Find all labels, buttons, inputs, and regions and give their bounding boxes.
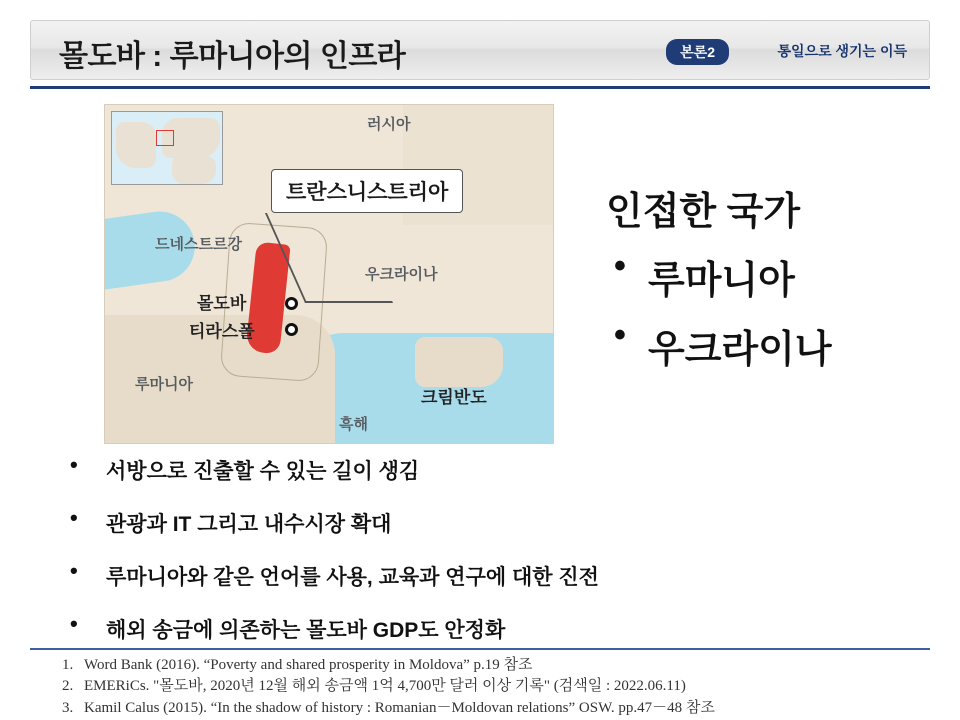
- map-crimea-peninsula: [415, 337, 503, 387]
- map-point-chisinau: [285, 297, 298, 310]
- list-item: • 서방으로 진출할 수 있는 길이 생김: [60, 455, 920, 485]
- list-item: • 관광과 IT 그리고 내수시장 확대: [60, 508, 920, 538]
- footer-divider: [30, 648, 930, 650]
- footnote-text: Word Bank (2016). “Poverty and shared prosperity in Moldova” p.19 참조: [84, 657, 533, 673]
- neighboring-countries-heading: 인접한 국가: [606, 191, 801, 233]
- map-point-tiraspol: [285, 323, 298, 336]
- map-label-black-sea: 흑해: [339, 416, 368, 433]
- map-label-moldova: 몰도바: [197, 294, 247, 313]
- map-callout-transnistria: 트란스니스트리아: [271, 169, 463, 213]
- map-label-dniester-river: 드네스트르강: [155, 236, 242, 253]
- footnote-text: Kamil Calus (2015). “In the shadow of history : Romanian－Moldovan relations” OSW. pp.47－48 참조: [84, 699, 715, 716]
- inset-landmass-c: [172, 156, 216, 184]
- footnote-number: 1.: [62, 657, 74, 673]
- map-label-romania: 루마니아: [135, 376, 193, 393]
- footnote-row: [62, 698, 942, 719]
- footnote-number: 2.: [62, 678, 74, 695]
- list-item: • 우크라이나: [600, 318, 950, 373]
- section-badge: 본론2: [666, 39, 729, 65]
- map-label-ukraine: 우크라이나: [365, 266, 438, 283]
- header-divider: [30, 86, 930, 89]
- neighboring-countries-block: [600, 180, 950, 387]
- footnote-row: [62, 676, 942, 697]
- slide-header-bar: [30, 20, 930, 80]
- page-title: 몰도바 : 루마니아의 인프라: [59, 40, 406, 73]
- map-inset-world: [111, 111, 223, 185]
- neighboring-countries-list: [600, 249, 950, 373]
- footnote-text: EMERiCs. "몰도바, 2020년 12월 해외 송금액 1억 4,700만 달러 이상 기록" (검색일 : 2022.06.11): [84, 678, 686, 695]
- map-label-tiraspol: 티라스폴: [189, 322, 255, 341]
- list-item: • 루마니아: [600, 249, 950, 304]
- map-label-crimea: 크림반도: [421, 388, 487, 407]
- footnote-row: [62, 655, 942, 676]
- list-item: • 루마니아와 같은 언어를 사용, 교육과 연구에 대한 진전: [60, 561, 920, 591]
- benefits-list: [60, 455, 920, 667]
- footnote-number: 3.: [62, 699, 74, 716]
- section-subtitle: 통일으로 생기는 이득: [777, 43, 907, 59]
- inset-landmass-a: [116, 122, 156, 168]
- moldova-map-figure: [104, 104, 554, 444]
- inset-location-marker: [156, 130, 174, 146]
- map-label-russia: 러시아: [367, 116, 411, 133]
- footnotes-block: [62, 655, 942, 719]
- list-item: • 해외 송금에 의존하는 몰도바 GDP도 안정화: [60, 614, 920, 644]
